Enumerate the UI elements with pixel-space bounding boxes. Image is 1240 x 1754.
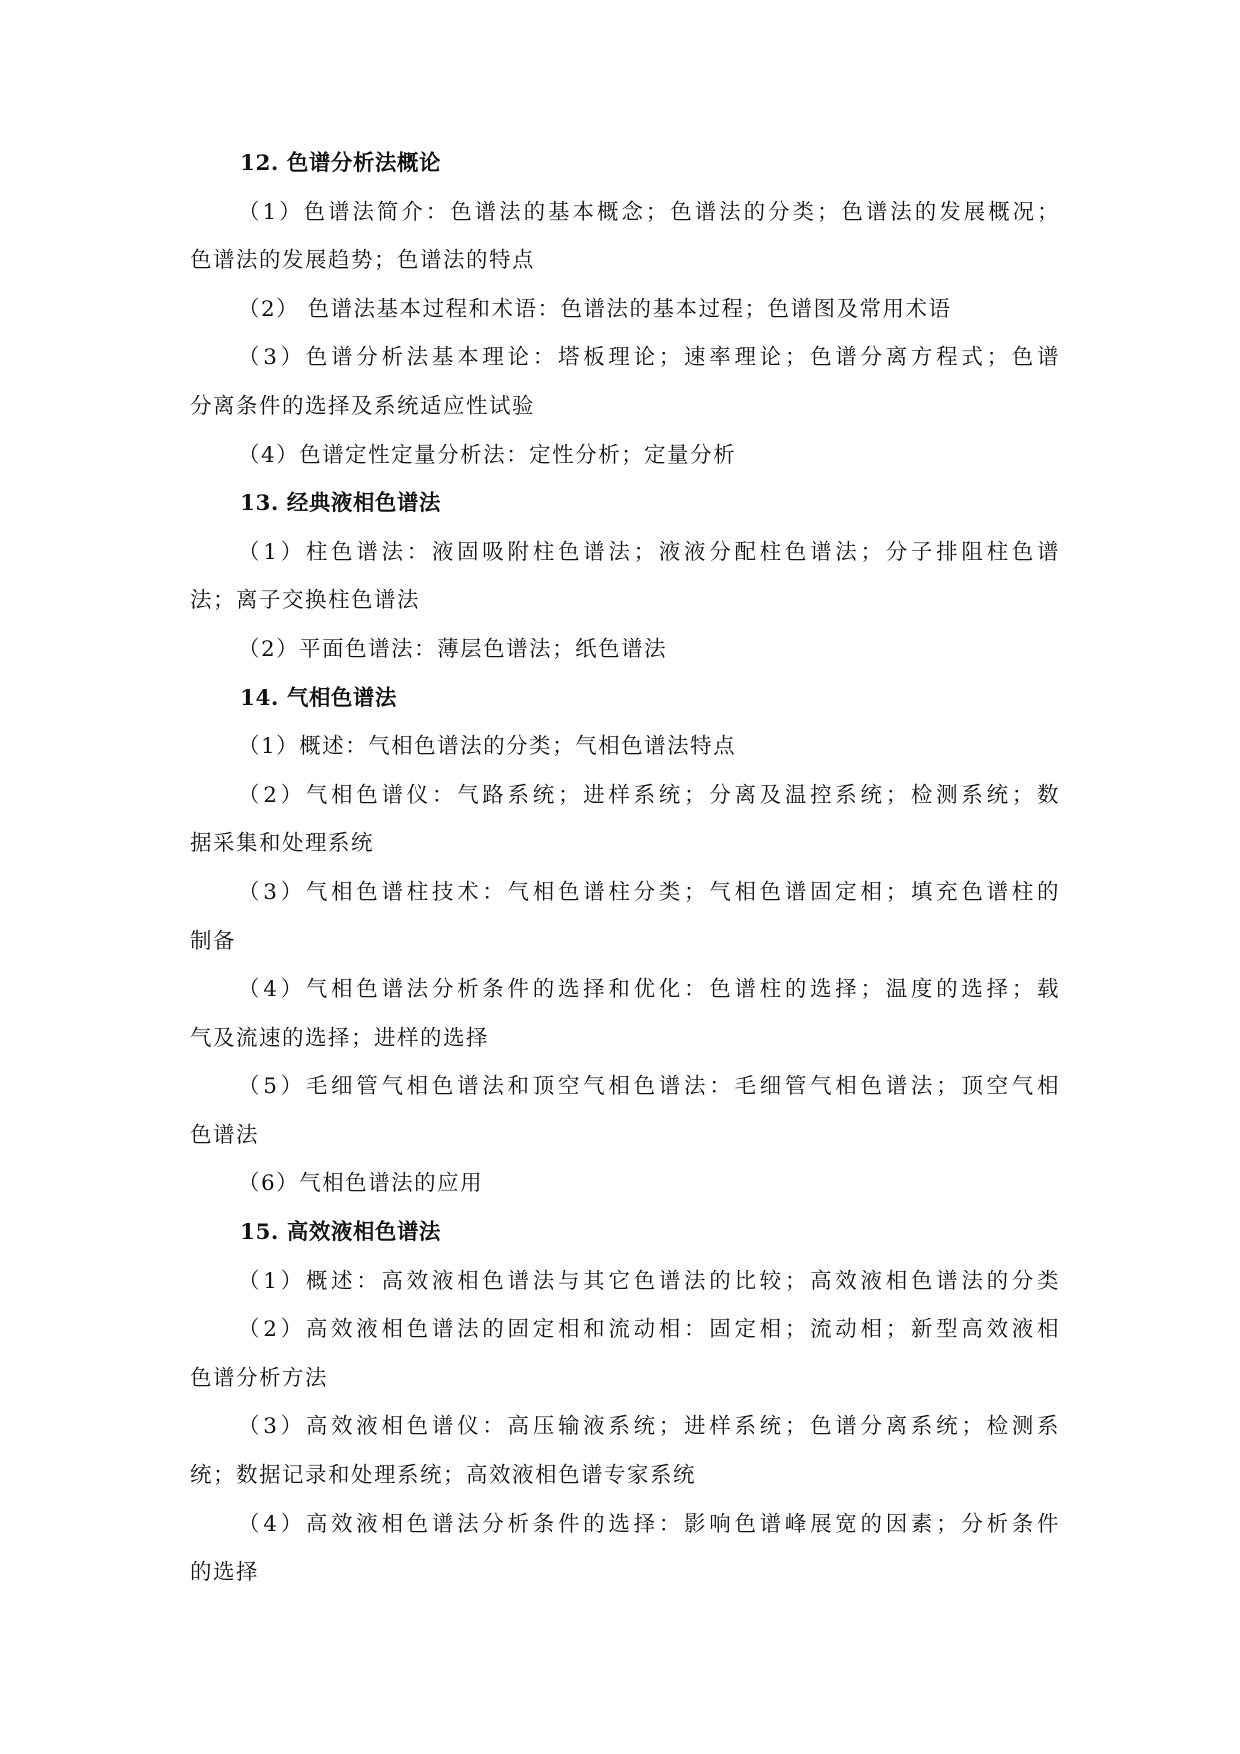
list-item: （4）气相色谱法分析条件的选择和优化：色谱柱的选择；温度的选择；载 bbox=[238, 977, 1060, 1003]
list-item: （2）气相色谱仪：气路系统；进样系统；分离及温控系统；检测系统；数 bbox=[238, 782, 1060, 808]
list-item: （2）平面色谱法：薄层色谱法；纸色谱法 bbox=[238, 636, 668, 662]
list-item-continuation: 色谱法的发展趋势；色谱法的特点 bbox=[190, 248, 536, 274]
list-item-continuation: 色谱法 bbox=[190, 1122, 260, 1148]
list-item: （1）概述：高效液相色谱法与其它色谱法的比较；高效液相色谱法的分类 bbox=[238, 1268, 1060, 1294]
section-heading: 14. 气相色谱法 bbox=[240, 685, 397, 711]
list-item: （1）色谱法简介：色谱法的基本概念；色谱法的分类；色谱法的发展概况； bbox=[238, 199, 1060, 225]
list-item-continuation: 的选择 bbox=[190, 1560, 260, 1586]
list-item: （4）高效液相色谱法分析条件的选择：影响色谱峰展宽的因素；分析条件 bbox=[238, 1511, 1060, 1537]
list-item: （3）高效液相色谱仪：高压输液系统；进样系统；色谱分离系统；检测系 bbox=[238, 1414, 1060, 1440]
list-item-continuation: 法；离子交换柱色谱法 bbox=[190, 588, 421, 614]
list-item: （2） 色谱法基本过程和术语：色谱法的基本过程；色谱图及常用术语 bbox=[238, 296, 952, 322]
list-item: （4）色谱定性定量分析法：定性分析；定量分析 bbox=[238, 442, 737, 468]
list-item: （6）气相色谱法的应用 bbox=[238, 1171, 484, 1197]
list-item: （3）色谱分析法基本理论：塔板理论；速率理论；色谱分离方程式；色谱 bbox=[238, 345, 1060, 371]
list-item: （1）柱色谱法：液固吸附柱色谱法；液液分配柱色谱法；分子排阻柱色谱 bbox=[238, 539, 1060, 565]
section-heading: 12. 色谱分析法概论 bbox=[240, 151, 441, 176]
section-heading: 15. 高效液相色谱法 bbox=[240, 1220, 441, 1246]
list-item-continuation: 统；数据记录和处理系统；高效液相色谱专家系统 bbox=[190, 1463, 697, 1489]
list-item: （2）高效液相色谱法的固定相和流动相：固定相；流动相；新型高效液相 bbox=[238, 1317, 1060, 1343]
section-heading: 13. 经典液相色谱法 bbox=[240, 491, 441, 517]
list-item-continuation: 色谱分析方法 bbox=[190, 1365, 329, 1391]
list-item: （1）概述：气相色谱法的分类；气相色谱法特点 bbox=[238, 734, 737, 760]
list-item-continuation: 气及流速的选择；进样的选择 bbox=[190, 1025, 490, 1051]
list-item-continuation: 分离条件的选择及系统适应性试验 bbox=[190, 393, 536, 419]
list-item-continuation: 据采集和处理系统 bbox=[190, 831, 375, 857]
list-item: （3）气相色谱柱技术：气相色谱柱分类；气相色谱固定相；填充色谱柱的 bbox=[238, 879, 1060, 905]
list-item-continuation: 制备 bbox=[190, 928, 237, 954]
document-body bbox=[190, 140, 1060, 1598]
list-item: （5）毛细管气相色谱法和顶空气相色谱法：毛细管气相色谱法；顶空气相 bbox=[238, 1074, 1060, 1100]
